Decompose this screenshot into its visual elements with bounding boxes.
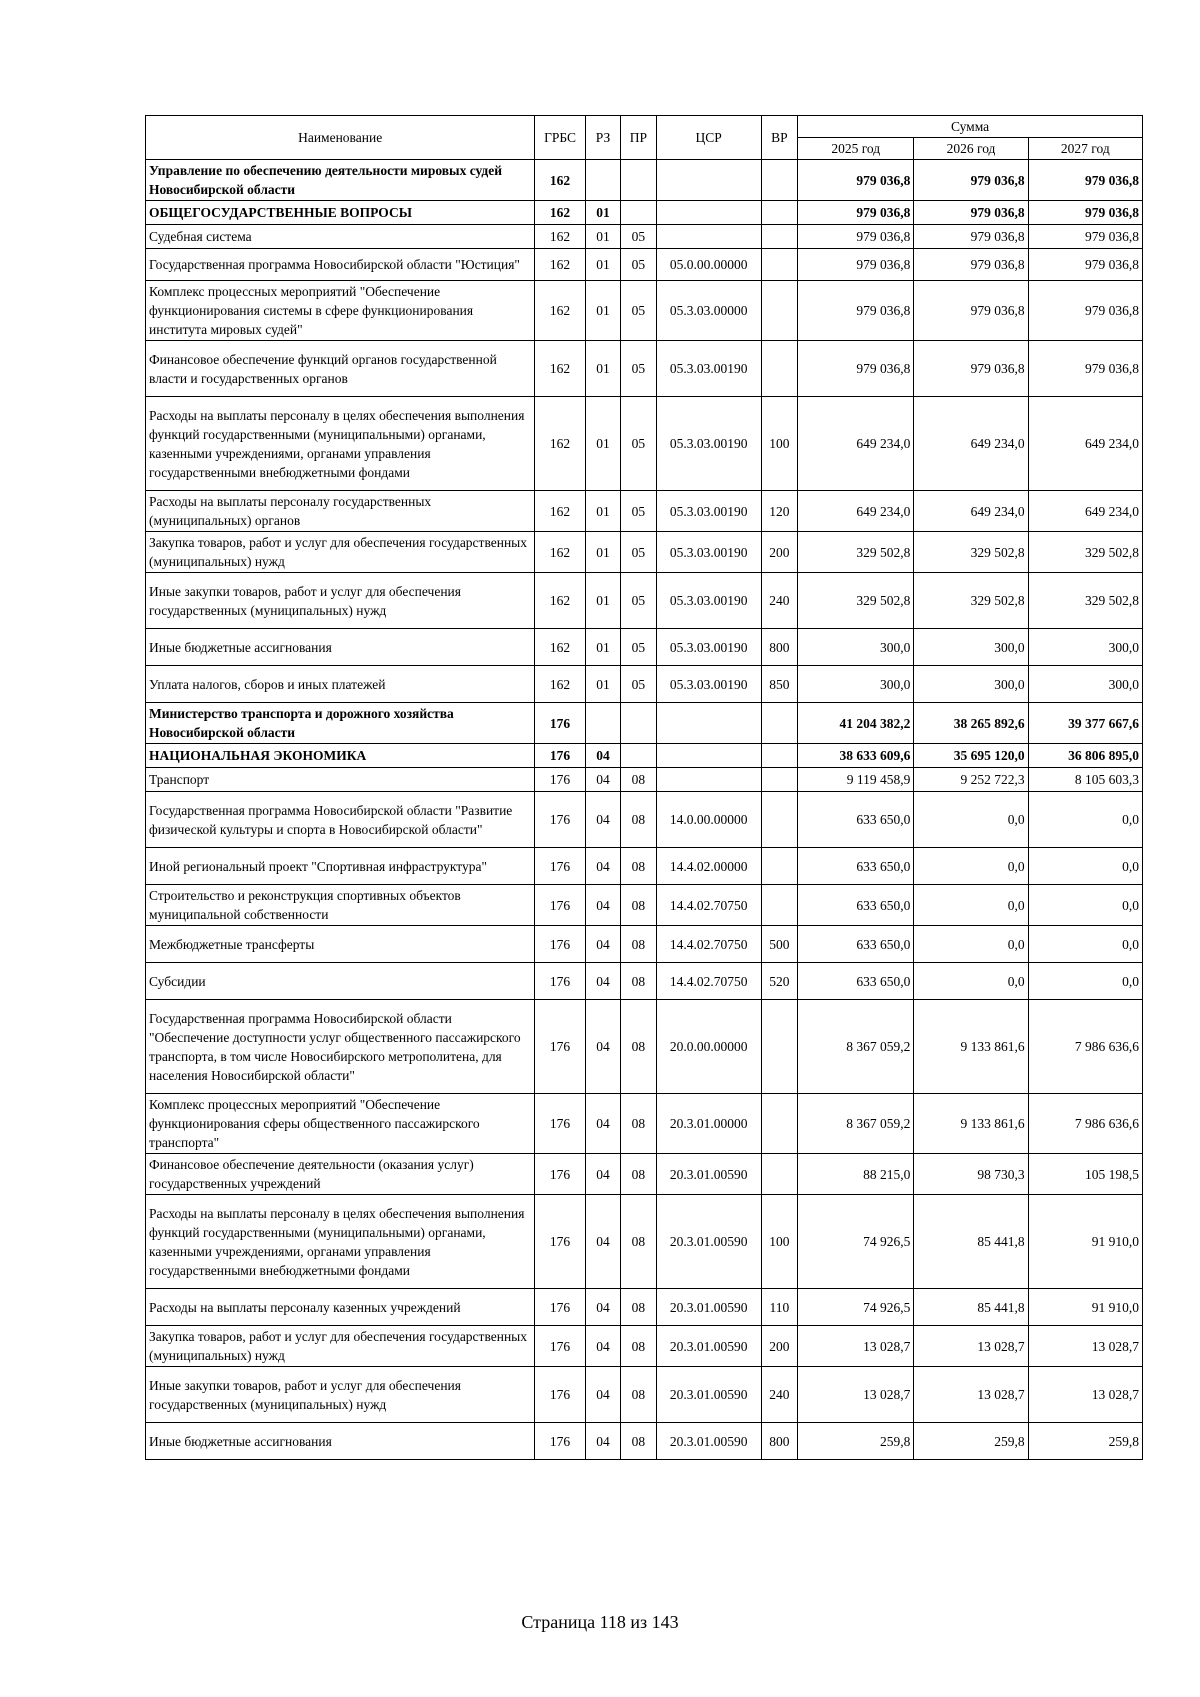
cell-y2025: 329 502,8 (798, 532, 914, 573)
cell-y2027: 649 234,0 (1028, 491, 1142, 532)
cell-y2025: 300,0 (798, 629, 914, 666)
table-row (146, 885, 1143, 926)
cell-vr (761, 1154, 797, 1195)
cell-rz: 01 (585, 341, 620, 397)
cell-rz: 01 (585, 225, 620, 249)
cell-grbs: 162 (535, 491, 586, 532)
cell-y2025: 633 650,0 (798, 792, 914, 848)
budget-table (145, 115, 1143, 1460)
cell-y2026: 85 441,8 (914, 1289, 1028, 1326)
cell-pr: 08 (621, 1195, 656, 1289)
table-row (146, 926, 1143, 963)
cell-y2027: 259,8 (1028, 1423, 1142, 1460)
cell-y2027: 329 502,8 (1028, 532, 1142, 573)
header-rz: РЗ (585, 116, 620, 160)
cell-csr: 05.3.03.00190 (656, 666, 761, 703)
cell-vr (761, 201, 797, 225)
cell-name: Расходы на выплаты персоналу государственных (муниципальных) органов (146, 491, 535, 532)
cell-y2027: 979 036,8 (1028, 341, 1142, 397)
cell-y2027: 300,0 (1028, 666, 1142, 703)
cell-y2027: 39 377 667,6 (1028, 703, 1142, 744)
cell-pr: 05 (621, 341, 656, 397)
cell-csr (656, 160, 761, 201)
cell-vr (761, 768, 797, 792)
cell-vr (761, 249, 797, 281)
cell-name: ОБЩЕГОСУДАРСТВЕННЫЕ ВОПРОСЫ (146, 201, 535, 225)
table-row (146, 963, 1143, 1000)
cell-y2027: 0,0 (1028, 848, 1142, 885)
cell-grbs: 162 (535, 225, 586, 249)
table-row (146, 629, 1143, 666)
cell-y2026: 979 036,8 (914, 341, 1028, 397)
cell-name: Государственная программа Новосибирской области "Обеспечение доступности услуг общественного пассажирского транспорта, в том числе Новосибирского метрополитена, для населения Новосибирской области" (146, 1000, 535, 1094)
cell-vr: 200 (761, 1326, 797, 1367)
cell-pr: 08 (621, 1094, 656, 1154)
cell-y2027: 13 028,7 (1028, 1326, 1142, 1367)
cell-rz: 04 (585, 1154, 620, 1195)
cell-csr: 05.3.03.00190 (656, 397, 761, 491)
cell-pr: 08 (621, 963, 656, 1000)
cell-grbs: 162 (535, 573, 586, 629)
cell-rz: 01 (585, 201, 620, 225)
cell-pr: 05 (621, 397, 656, 491)
cell-name: Закупка товаров, работ и услуг для обеспечения государственных (муниципальных) нужд (146, 532, 535, 573)
cell-grbs: 176 (535, 1423, 586, 1460)
cell-y2025: 979 036,8 (798, 281, 914, 341)
table-row (146, 225, 1143, 249)
table-row (146, 1326, 1143, 1367)
cell-vr: 850 (761, 666, 797, 703)
cell-csr: 05.3.03.00000 (656, 281, 761, 341)
cell-y2027: 329 502,8 (1028, 573, 1142, 629)
header-2027: 2027 год (1028, 138, 1142, 160)
table-row (146, 1195, 1143, 1289)
cell-vr: 500 (761, 926, 797, 963)
cell-pr: 05 (621, 666, 656, 703)
cell-csr: 14.4.02.70750 (656, 885, 761, 926)
table-row (146, 744, 1143, 768)
cell-csr: 05.3.03.00190 (656, 491, 761, 532)
cell-rz: 01 (585, 491, 620, 532)
cell-csr: 20.3.01.00590 (656, 1154, 761, 1195)
cell-y2026: 13 028,7 (914, 1367, 1028, 1423)
cell-y2025: 979 036,8 (798, 201, 914, 225)
cell-rz: 04 (585, 1195, 620, 1289)
cell-y2026: 0,0 (914, 885, 1028, 926)
cell-name: Комплекс процессных мероприятий "Обеспечение функционирования сферы общественного пассажирского транспорта" (146, 1094, 535, 1154)
cell-vr: 110 (761, 1289, 797, 1326)
cell-vr: 240 (761, 1367, 797, 1423)
cell-y2026: 300,0 (914, 666, 1028, 703)
cell-y2025: 13 028,7 (798, 1326, 914, 1367)
cell-y2027: 979 036,8 (1028, 201, 1142, 225)
cell-vr (761, 1094, 797, 1154)
cell-y2026: 329 502,8 (914, 532, 1028, 573)
cell-vr: 100 (761, 1195, 797, 1289)
cell-grbs: 162 (535, 397, 586, 491)
cell-y2026: 979 036,8 (914, 225, 1028, 249)
cell-y2025: 979 036,8 (798, 341, 914, 397)
cell-csr: 05.0.00.00000 (656, 249, 761, 281)
table-row (146, 160, 1143, 201)
table-row (146, 666, 1143, 703)
cell-y2026: 0,0 (914, 792, 1028, 848)
cell-pr: 08 (621, 1423, 656, 1460)
cell-pr: 08 (621, 792, 656, 848)
cell-y2026: 979 036,8 (914, 201, 1028, 225)
cell-pr: 05 (621, 491, 656, 532)
cell-pr: 08 (621, 768, 656, 792)
table-row (146, 1367, 1143, 1423)
cell-csr (656, 768, 761, 792)
cell-y2027: 979 036,8 (1028, 225, 1142, 249)
cell-csr: 14.4.02.00000 (656, 848, 761, 885)
cell-pr: 08 (621, 1000, 656, 1094)
cell-y2025: 8 367 059,2 (798, 1094, 914, 1154)
cell-y2025: 41 204 382,2 (798, 703, 914, 744)
cell-grbs: 176 (535, 963, 586, 1000)
cell-grbs: 176 (535, 703, 586, 744)
cell-name: Расходы на выплаты персоналу в целях обеспечения выполнения функций государственными (муниципальными) органами, казенными учреждениями, органами управления государственными внебюджетными фондами (146, 397, 535, 491)
table-row (146, 397, 1143, 491)
cell-pr: 08 (621, 885, 656, 926)
cell-y2026: 300,0 (914, 629, 1028, 666)
cell-grbs: 162 (535, 201, 586, 225)
cell-y2025: 88 215,0 (798, 1154, 914, 1195)
cell-y2026: 9 133 861,6 (914, 1094, 1028, 1154)
cell-y2025: 38 633 609,6 (798, 744, 914, 768)
cell-name: Финансовое обеспечение функций органов государственной власти и государственных органов (146, 341, 535, 397)
cell-rz: 01 (585, 397, 620, 491)
cell-name: Закупка товаров, работ и услуг для обеспечения государственных (муниципальных) нужд (146, 1326, 535, 1367)
cell-y2025: 649 234,0 (798, 491, 914, 532)
cell-vr (761, 225, 797, 249)
cell-y2025: 329 502,8 (798, 573, 914, 629)
cell-csr: 20.3.01.00590 (656, 1326, 761, 1367)
cell-name: Иные закупки товаров, работ и услуг для обеспечения государственных (муниципальных) нужд (146, 1367, 535, 1423)
cell-y2025: 13 028,7 (798, 1367, 914, 1423)
cell-grbs: 162 (535, 629, 586, 666)
cell-y2027: 105 198,5 (1028, 1154, 1142, 1195)
table-row (146, 1154, 1143, 1195)
cell-vr (761, 703, 797, 744)
cell-grbs: 162 (535, 160, 586, 201)
cell-y2025: 633 650,0 (798, 963, 914, 1000)
cell-pr: 05 (621, 629, 656, 666)
cell-y2026: 0,0 (914, 926, 1028, 963)
cell-rz: 04 (585, 1326, 620, 1367)
cell-y2027: 8 105 603,3 (1028, 768, 1142, 792)
cell-rz: 04 (585, 926, 620, 963)
cell-y2027: 0,0 (1028, 792, 1142, 848)
cell-name: Иные бюджетные ассигнования (146, 1423, 535, 1460)
cell-csr: 20.3.01.00590 (656, 1367, 761, 1423)
cell-vr (761, 160, 797, 201)
cell-vr: 800 (761, 1423, 797, 1460)
cell-y2027: 0,0 (1028, 926, 1142, 963)
cell-y2025: 633 650,0 (798, 926, 914, 963)
cell-y2027: 7 986 636,6 (1028, 1000, 1142, 1094)
cell-name: Уплата налогов, сборов и иных платежей (146, 666, 535, 703)
cell-y2027: 7 986 636,6 (1028, 1094, 1142, 1154)
cell-csr: 05.3.03.00190 (656, 341, 761, 397)
cell-csr (656, 201, 761, 225)
cell-y2026: 35 695 120,0 (914, 744, 1028, 768)
cell-csr: 05.3.03.00190 (656, 573, 761, 629)
cell-pr: 08 (621, 1367, 656, 1423)
cell-grbs: 176 (535, 1367, 586, 1423)
header-csr: ЦСР (656, 116, 761, 160)
cell-y2026: 259,8 (914, 1423, 1028, 1460)
cell-y2026: 979 036,8 (914, 249, 1028, 281)
header-2025: 2025 год (798, 138, 914, 160)
cell-rz: 01 (585, 629, 620, 666)
cell-vr: 240 (761, 573, 797, 629)
cell-rz: 04 (585, 792, 620, 848)
cell-grbs: 176 (535, 768, 586, 792)
cell-name: Транспорт (146, 768, 535, 792)
table-row (146, 341, 1143, 397)
cell-csr (656, 703, 761, 744)
cell-y2026: 9 252 722,3 (914, 768, 1028, 792)
cell-y2026: 979 036,8 (914, 281, 1028, 341)
cell-rz: 04 (585, 885, 620, 926)
page-number: Страница 118 из 143 (521, 1612, 679, 1632)
cell-vr (761, 341, 797, 397)
cell-vr (761, 744, 797, 768)
cell-csr: 20.0.00.00000 (656, 1000, 761, 1094)
cell-pr: 08 (621, 1154, 656, 1195)
cell-y2027: 979 036,8 (1028, 249, 1142, 281)
cell-y2025: 9 119 458,9 (798, 768, 914, 792)
cell-csr (656, 225, 761, 249)
cell-y2027: 979 036,8 (1028, 160, 1142, 201)
cell-y2025: 74 926,5 (798, 1195, 914, 1289)
cell-vr: 120 (761, 491, 797, 532)
cell-y2025: 979 036,8 (798, 225, 914, 249)
cell-rz: 04 (585, 1423, 620, 1460)
table-row (146, 281, 1143, 341)
cell-csr: 14.4.02.70750 (656, 926, 761, 963)
cell-y2026: 649 234,0 (914, 491, 1028, 532)
cell-grbs: 162 (535, 281, 586, 341)
cell-name: Управление по обеспечению деятельности мировых судей Новосибирской области (146, 160, 535, 201)
header-grbs: ГРБС (535, 116, 586, 160)
cell-grbs: 176 (535, 792, 586, 848)
cell-pr (621, 703, 656, 744)
cell-rz (585, 160, 620, 201)
cell-csr: 20.3.01.00000 (656, 1094, 761, 1154)
cell-grbs: 176 (535, 1289, 586, 1326)
cell-name: НАЦИОНАЛЬНАЯ ЭКОНОМИКА (146, 744, 535, 768)
cell-y2027: 300,0 (1028, 629, 1142, 666)
cell-pr: 08 (621, 848, 656, 885)
cell-grbs: 176 (535, 926, 586, 963)
header-name: Наименование (146, 116, 535, 160)
cell-y2027: 91 910,0 (1028, 1195, 1142, 1289)
cell-name: Субсидии (146, 963, 535, 1000)
cell-rz: 01 (585, 281, 620, 341)
cell-pr: 08 (621, 1289, 656, 1326)
cell-vr: 200 (761, 532, 797, 573)
cell-y2026: 13 028,7 (914, 1326, 1028, 1367)
cell-name: Расходы на выплаты персоналу казенных учреждений (146, 1289, 535, 1326)
cell-name: Межбюджетные трансферты (146, 926, 535, 963)
table-row (146, 1000, 1143, 1094)
table-row (146, 703, 1143, 744)
cell-name: Расходы на выплаты персоналу в целях обеспечения выполнения функций государственными (муниципальными) органами, казенными учреждениями, органами управления государственными внебюджетными фондами (146, 1195, 535, 1289)
table-row (146, 491, 1143, 532)
cell-grbs: 162 (535, 532, 586, 573)
cell-grbs: 176 (535, 1000, 586, 1094)
cell-pr: 08 (621, 1326, 656, 1367)
cell-name: Государственная программа Новосибирской области "Развитие физической культуры и спорта в Новосибирской области" (146, 792, 535, 848)
cell-y2025: 259,8 (798, 1423, 914, 1460)
cell-grbs: 176 (535, 885, 586, 926)
cell-name: Строительство и реконструкция спортивных объектов муниципальной собственности (146, 885, 535, 926)
cell-pr: 05 (621, 532, 656, 573)
cell-pr: 05 (621, 281, 656, 341)
cell-pr: 05 (621, 225, 656, 249)
cell-y2027: 0,0 (1028, 885, 1142, 926)
cell-y2025: 633 650,0 (798, 885, 914, 926)
cell-grbs: 162 (535, 341, 586, 397)
cell-y2025: 979 036,8 (798, 160, 914, 201)
cell-y2026: 85 441,8 (914, 1195, 1028, 1289)
cell-rz: 04 (585, 744, 620, 768)
cell-csr: 05.3.03.00190 (656, 629, 761, 666)
cell-csr: 20.3.01.00590 (656, 1195, 761, 1289)
cell-y2025: 300,0 (798, 666, 914, 703)
cell-y2025: 74 926,5 (798, 1289, 914, 1326)
cell-pr (621, 201, 656, 225)
cell-y2025: 8 367 059,2 (798, 1000, 914, 1094)
cell-pr: 05 (621, 573, 656, 629)
cell-y2025: 633 650,0 (798, 848, 914, 885)
cell-y2027: 36 806 895,0 (1028, 744, 1142, 768)
table-header-row (146, 116, 1143, 138)
cell-grbs: 176 (535, 1195, 586, 1289)
table-row (146, 573, 1143, 629)
cell-y2026: 329 502,8 (914, 573, 1028, 629)
cell-rz: 04 (585, 963, 620, 1000)
cell-vr (761, 848, 797, 885)
cell-y2026: 0,0 (914, 848, 1028, 885)
cell-csr: 20.3.01.00590 (656, 1289, 761, 1326)
table-row (146, 1289, 1143, 1326)
table-row (146, 1423, 1143, 1460)
cell-rz: 04 (585, 1094, 620, 1154)
table-body (146, 160, 1143, 1460)
cell-rz: 01 (585, 532, 620, 573)
cell-rz: 01 (585, 573, 620, 629)
cell-vr (761, 885, 797, 926)
cell-rz: 01 (585, 666, 620, 703)
table-row (146, 1094, 1143, 1154)
cell-rz: 04 (585, 848, 620, 885)
cell-pr (621, 744, 656, 768)
header-pr: ПР (621, 116, 656, 160)
table-row (146, 848, 1143, 885)
table-row (146, 249, 1143, 281)
header-2026: 2026 год (914, 138, 1028, 160)
cell-vr: 520 (761, 963, 797, 1000)
cell-name: Иной региональный проект "Спортивная инфраструктура" (146, 848, 535, 885)
cell-csr: 14.4.02.70750 (656, 963, 761, 1000)
cell-y2027: 0,0 (1028, 963, 1142, 1000)
table-row (146, 201, 1143, 225)
cell-csr: 20.3.01.00590 (656, 1423, 761, 1460)
cell-name: Иные закупки товаров, работ и услуг для обеспечения государственных (муниципальных) нужд (146, 573, 535, 629)
table-row (146, 532, 1143, 573)
cell-y2027: 649 234,0 (1028, 397, 1142, 491)
cell-grbs: 176 (535, 848, 586, 885)
cell-grbs: 162 (535, 249, 586, 281)
cell-vr (761, 281, 797, 341)
cell-name: Государственная программа Новосибирской области "Юстиция" (146, 249, 535, 281)
cell-grbs: 162 (535, 666, 586, 703)
cell-rz (585, 703, 620, 744)
cell-rz: 04 (585, 768, 620, 792)
cell-csr: 05.3.03.00190 (656, 532, 761, 573)
cell-y2026: 38 265 892,6 (914, 703, 1028, 744)
cell-grbs: 176 (535, 1094, 586, 1154)
cell-name: Судебная система (146, 225, 535, 249)
cell-vr (761, 792, 797, 848)
header-vr: ВР (761, 116, 797, 160)
cell-pr: 08 (621, 926, 656, 963)
cell-rz: 04 (585, 1367, 620, 1423)
cell-csr (656, 744, 761, 768)
cell-y2027: 979 036,8 (1028, 281, 1142, 341)
cell-y2025: 649 234,0 (798, 397, 914, 491)
cell-rz: 04 (585, 1000, 620, 1094)
cell-pr: 05 (621, 249, 656, 281)
cell-grbs: 176 (535, 744, 586, 768)
header-sum: Сумма (798, 116, 1143, 138)
cell-y2026: 9 133 861,6 (914, 1000, 1028, 1094)
cell-y2026: 649 234,0 (914, 397, 1028, 491)
table-row (146, 792, 1143, 848)
cell-rz: 01 (585, 249, 620, 281)
cell-vr: 100 (761, 397, 797, 491)
cell-name: Комплекс процессных мероприятий "Обеспечение функционирования системы в сфере функционирования института мировых судей" (146, 281, 535, 341)
cell-name: Министерство транспорта и дорожного хозяйства Новосибирской области (146, 703, 535, 744)
cell-rz: 04 (585, 1289, 620, 1326)
cell-y2026: 979 036,8 (914, 160, 1028, 201)
cell-csr: 14.0.00.00000 (656, 792, 761, 848)
cell-y2026: 98 730,3 (914, 1154, 1028, 1195)
table-row (146, 768, 1143, 792)
cell-pr (621, 160, 656, 201)
cell-grbs: 176 (535, 1154, 586, 1195)
cell-y2027: 91 910,0 (1028, 1289, 1142, 1326)
cell-y2025: 979 036,8 (798, 249, 914, 281)
cell-name: Иные бюджетные ассигнования (146, 629, 535, 666)
cell-vr: 800 (761, 629, 797, 666)
cell-name: Финансовое обеспечение деятельности (оказания услуг) государственных учреждений (146, 1154, 535, 1195)
cell-y2026: 0,0 (914, 963, 1028, 1000)
cell-grbs: 176 (535, 1326, 586, 1367)
cell-vr (761, 1000, 797, 1094)
cell-y2027: 13 028,7 (1028, 1367, 1142, 1423)
